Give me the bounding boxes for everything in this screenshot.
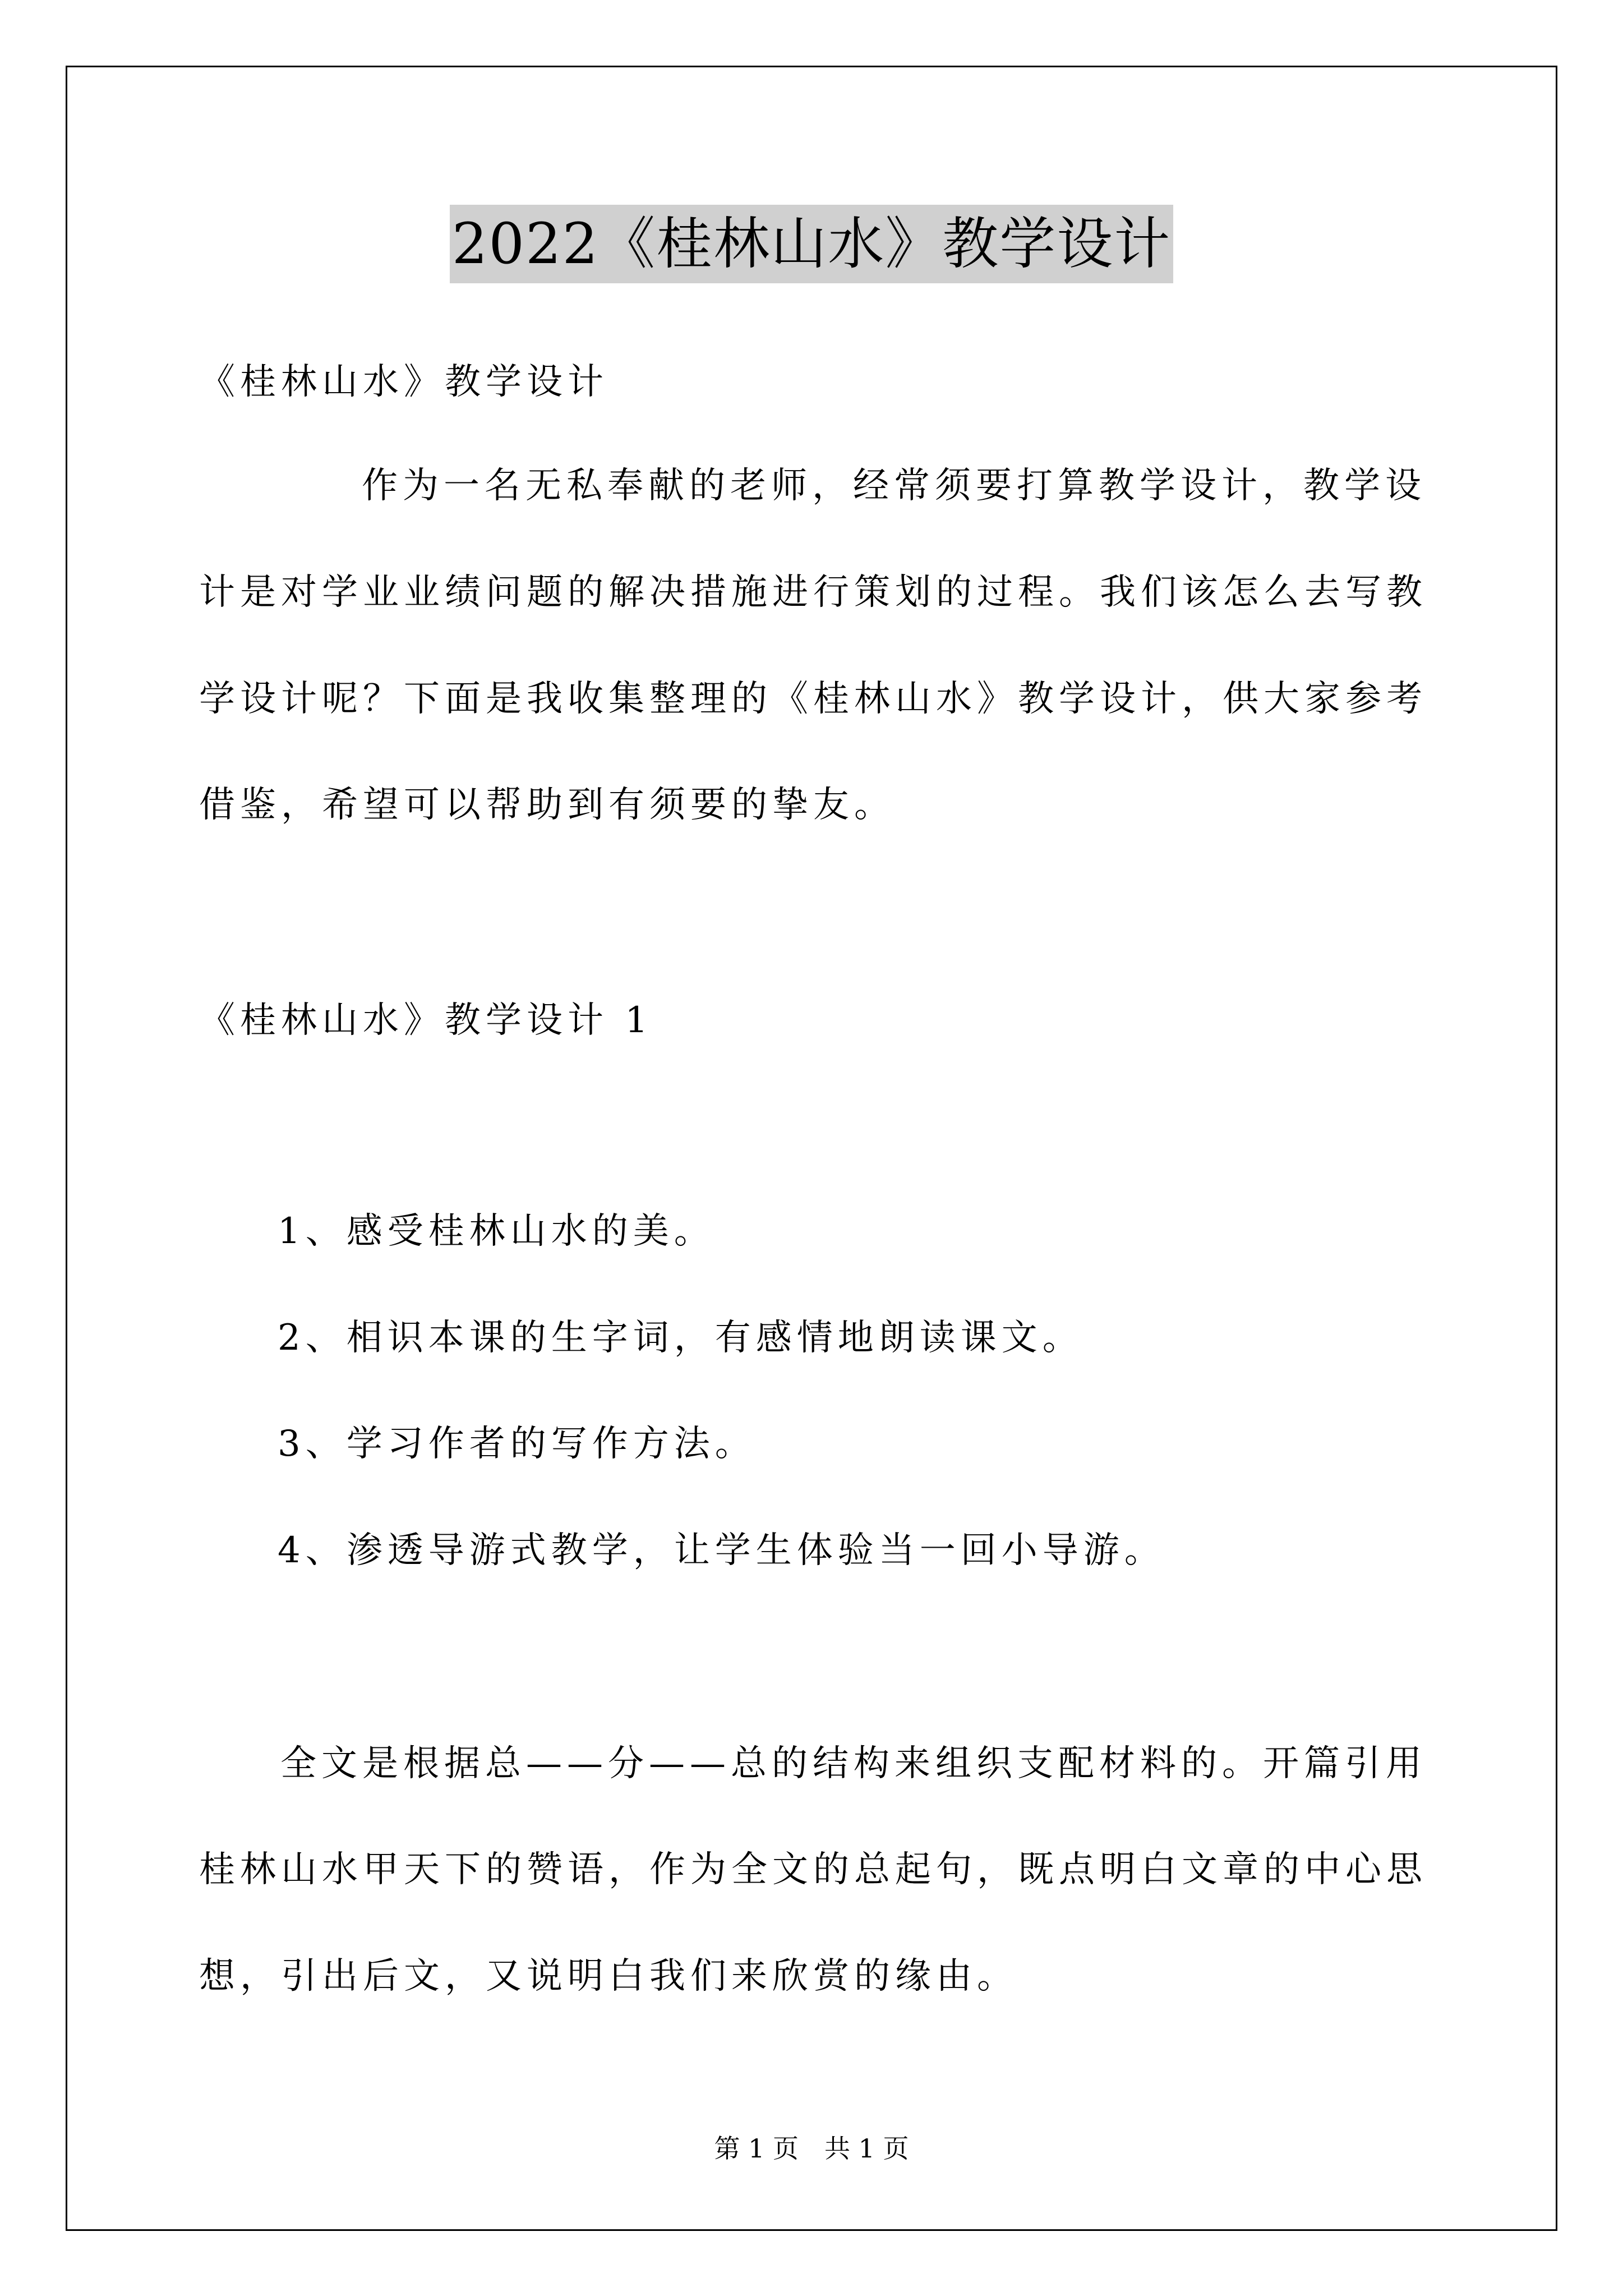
document-title: 2022《桂林山水》教学设计: [450, 205, 1174, 283]
analysis-line: 桂林山水甲天下的赞语，作为全文的总起句，既点明白文章的中心思: [199, 1849, 1427, 1890]
objective-item: 1、感受桂林山水的美。: [278, 1211, 715, 1252]
page-footer: 第 1 页 共 1 页: [714, 2133, 909, 2164]
objective-item: 2、相识本课的生字词，有感情地朗读课文。: [278, 1317, 1083, 1359]
subtitle: 《桂林山水》教学设计: [199, 361, 608, 403]
objective-item: 4、渗透导游式教学，让学生体验当一回小导游。: [278, 1530, 1165, 1571]
intro-line: 学设计呢？下面是我收集整理的《桂林山水》教学设计，供大家参考: [199, 678, 1427, 720]
analysis-line: 想，引出后文，又说明白我们来欣赏的缘由。: [199, 1955, 1018, 1997]
intro-line: 计是对学业业绩问题的解决措施进行策划的过程。我们该怎么去写教: [199, 572, 1427, 613]
analysis-line: 全文是根据总——分——总的结构来组织支配材料的。开篇引用: [280, 1743, 1427, 1784]
intro-line: 借鉴，希望可以帮助到有须要的挚友。: [199, 784, 895, 826]
intro-line: 作为一名无私奉献的老师，经常须要打算教学设计，教学设: [362, 465, 1426, 507]
section-heading: 《桂林山水》教学设计 1: [199, 1000, 653, 1041]
title-container: [0, 205, 1623, 283]
objective-item: 3、学习作者的写作方法。: [278, 1423, 756, 1465]
